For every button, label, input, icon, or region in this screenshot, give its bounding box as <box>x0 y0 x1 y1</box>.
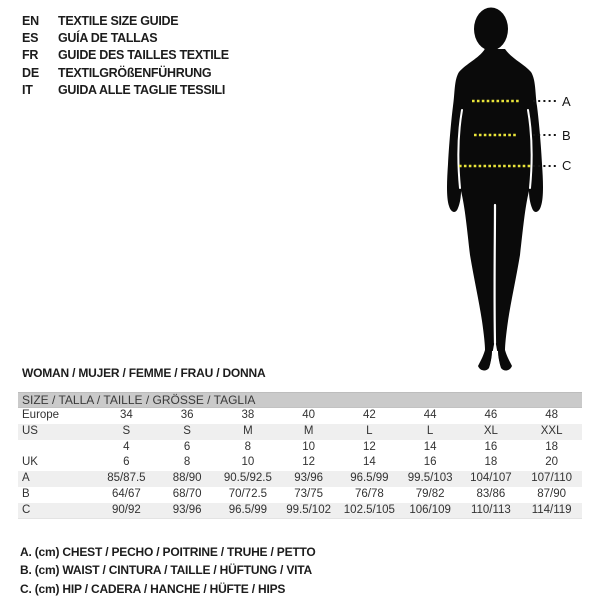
size-table-cell: S <box>122 424 131 437</box>
size-table-body <box>18 408 582 519</box>
size-table-cell: 96.5/99 <box>228 503 268 516</box>
size-table-cell: 40 <box>302 409 316 421</box>
size-table-row-label: Europe <box>22 409 60 421</box>
measure-label-chest: A <box>562 94 571 109</box>
size-table-cell: S <box>183 424 191 437</box>
size-table-cell: 85/87.5 <box>107 472 146 485</box>
size-table-cell: 10 <box>241 456 255 469</box>
size-table-cell: 36 <box>180 409 194 421</box>
size-table-row-label: B <box>22 487 30 500</box>
guide-title: TEXTILGRÖßENFÜHRUNG <box>58 65 212 80</box>
size-table-cell: 16 <box>423 456 437 469</box>
measure-label-waist: B <box>562 128 571 143</box>
size-table-cell: 99.5/103 <box>407 472 453 485</box>
legend-chest: A. (cm) CHEST / PECHO / POITRINE / TRUHE / PETTO <box>20 545 316 559</box>
size-table-cell: 73/75 <box>294 487 324 500</box>
size-table-cell: 93/96 <box>294 472 324 485</box>
size-table-cell: L <box>426 424 434 437</box>
guide-title: TEXTILE SIZE GUIDE <box>58 13 179 28</box>
size-table-cell: 70/72.5 <box>228 487 268 500</box>
size-table-cell: 79/82 <box>415 487 445 500</box>
size-table-row-label: US <box>22 424 38 437</box>
language-line <box>22 29 229 46</box>
language-title-block <box>22 12 229 99</box>
size-table-cell: 64/67 <box>111 487 141 500</box>
language-code: DE <box>22 65 39 80</box>
measurement-legend <box>20 543 316 598</box>
size-table-cell: 14 <box>423 440 437 453</box>
size-table-row-label: UK <box>22 456 38 469</box>
guide-title: GUIDE DES TAILLES TEXTILE <box>58 48 229 63</box>
size-table-cell: 48 <box>545 409 559 421</box>
size-table-cell: 114/119 <box>531 503 572 516</box>
size-table-cell: 6 <box>123 456 130 469</box>
guide-title: GUIDA ALLE TAGLIE TESSILI <box>58 83 226 98</box>
size-table-header: SIZE / TALLA / TAILLE / GRÖSSE / TAGLIA <box>18 392 582 408</box>
language-line <box>22 82 229 99</box>
size-table-cell: 87/90 <box>537 487 567 500</box>
language-line <box>22 47 229 64</box>
size-table-cell: 102.5/105 <box>343 503 395 516</box>
size-table-row <box>18 487 582 503</box>
size-table-cell: 10 <box>302 440 316 453</box>
size-table-row-label: C <box>22 503 31 516</box>
size-table-cell: 44 <box>423 409 437 421</box>
size-table-cell: 4 <box>123 440 130 453</box>
size-table-cell: 106/109 <box>409 503 451 516</box>
size-table-cell: 76/78 <box>354 487 384 500</box>
size-table-cell: 90/92 <box>111 503 141 516</box>
size-table-cell: 20 <box>545 456 559 469</box>
size-table-cell: 18 <box>484 456 498 469</box>
language-line <box>22 12 229 29</box>
size-table-cell: 8 <box>244 440 252 453</box>
language-code: ES <box>22 31 39 46</box>
size-table-row <box>18 471 582 487</box>
size-table-cell: L <box>366 424 373 437</box>
size-table-cell: M <box>303 424 314 437</box>
size-table-row <box>18 455 582 471</box>
size-table-cell: 16 <box>484 440 498 453</box>
size-table-cell: M <box>243 424 253 437</box>
size-table-cell: 104/107 <box>470 472 512 485</box>
size-table-cell: 110/113 <box>470 503 511 516</box>
guide-title: GUÍA DE TALLAS <box>58 31 158 46</box>
woman-silhouette-icon <box>425 5 565 373</box>
language-code: EN <box>22 13 39 28</box>
size-table-cell: XXL <box>540 424 563 437</box>
size-table-cell: 46 <box>484 409 498 421</box>
size-table-cell: 18 <box>545 440 559 453</box>
size-table-row-label: A <box>22 472 30 485</box>
size-table-cell: 93/96 <box>172 503 202 516</box>
size-table-row <box>18 503 582 519</box>
size-table-cell: 12 <box>362 440 376 453</box>
size-table-cell: 88/90 <box>172 472 202 485</box>
measurement-figure <box>425 5 565 373</box>
size-table <box>18 392 582 519</box>
size-table-cell: 34 <box>119 409 133 421</box>
measure-label-hip: C <box>562 158 572 173</box>
size-table-cell: 83/86 <box>476 487 506 500</box>
language-line <box>22 64 229 81</box>
language-code: FR <box>22 48 39 63</box>
size-table-cell: 99.5/102 <box>286 503 331 516</box>
size-table-cell: 42 <box>362 409 376 421</box>
size-table-cell: 90.5/92.5 <box>223 472 272 485</box>
size-table-cell: 12 <box>302 456 316 469</box>
language-code: IT <box>22 83 33 98</box>
size-table-cell: 14 <box>362 456 376 469</box>
size-table-cell: 96.5/99 <box>350 472 389 485</box>
size-table-cell: 6 <box>183 440 191 453</box>
size-table-row <box>18 440 582 456</box>
size-table-row <box>18 408 582 424</box>
size-table-cell: 107/110 <box>531 472 572 485</box>
size-table-cell: 68/70 <box>172 487 202 500</box>
section-title-woman: WOMAN / MUJER / FEMME / FRAU / DONNA <box>22 366 266 380</box>
legend-hip: C. (cm) HIP / CADERA / HANCHE / HÜFTE / HIPS <box>20 581 286 596</box>
size-table-cell: 38 <box>241 409 255 421</box>
size-table-cell: 8 <box>183 456 191 469</box>
size-table-row <box>18 424 582 440</box>
size-table-cell: XL <box>483 424 498 437</box>
legend-waist: B. (cm) WAIST / CINTURA / TAILLE / HÜFTUNG / VITA <box>20 563 312 578</box>
